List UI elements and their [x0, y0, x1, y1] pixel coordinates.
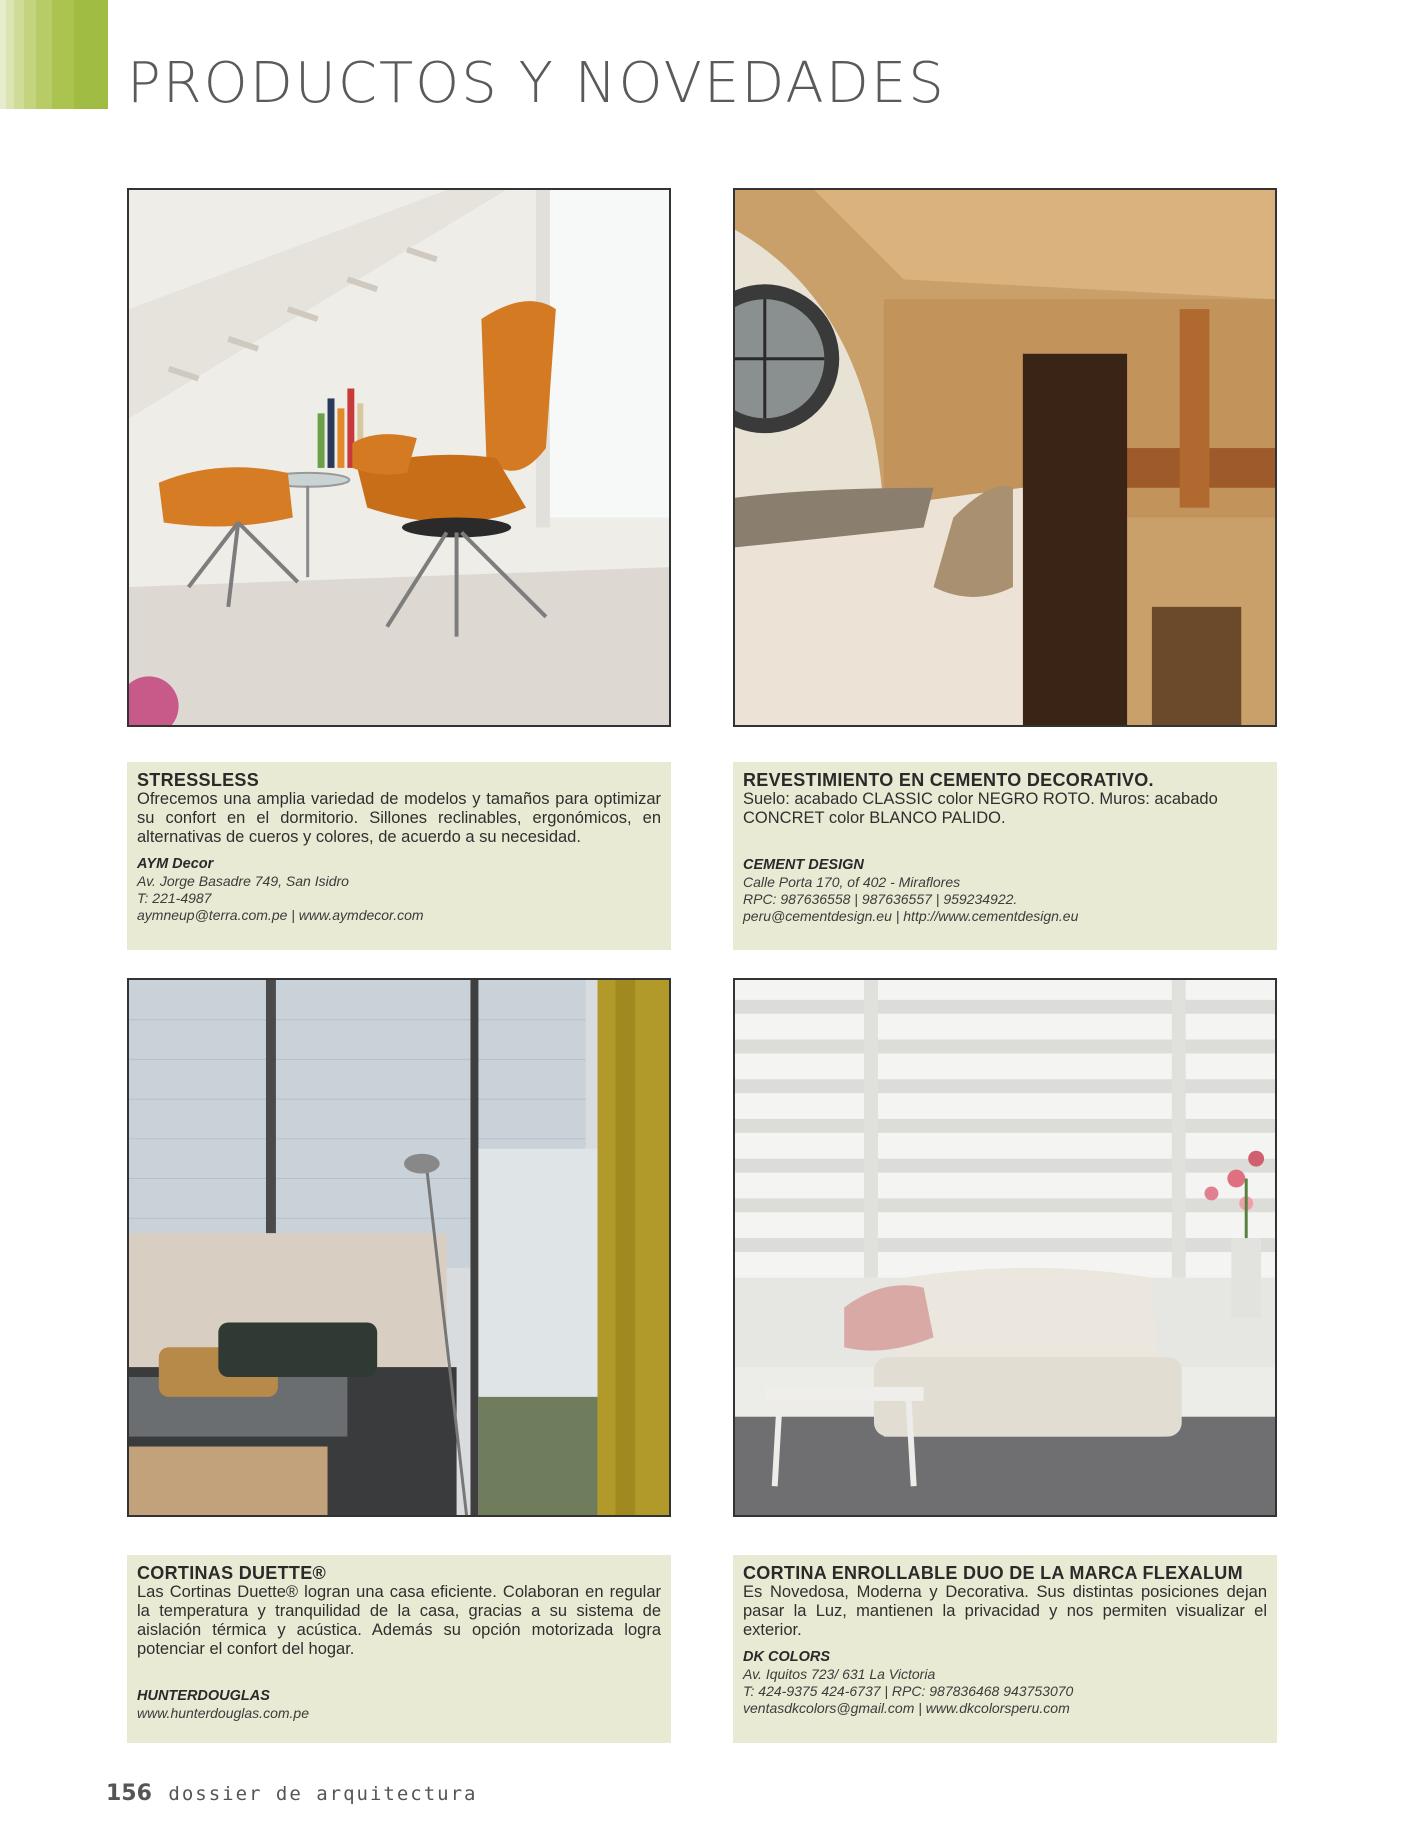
product-title: CORTINA ENROLLABLE DUO DE LA MARCA FLEXALUM — [743, 1563, 1243, 1583]
product-title: REVESTIMIENTO EN CEMENTO DECORATIVO. — [743, 770, 1154, 790]
contact-phone: T: 424-9375 424-6737 | RPC: 987836468 943753070 — [743, 1683, 1074, 1699]
product-card-duette — [127, 1555, 671, 1743]
company-name: AYM Decor — [137, 856, 214, 872]
accent-stripe — [74, 0, 108, 109]
header-accent-stripes — [0, 0, 108, 109]
contact-web: ventasdkcolors@gmail.com | www.dkcolorsperu.com — [743, 1700, 1070, 1716]
white-armchair-roller-blinds-photo — [733, 978, 1277, 1517]
contact-phone: RPC: 987636558 | 987636557 | 959234922. — [743, 891, 1018, 907]
product-card-cemento — [733, 762, 1277, 950]
product-title: STRESSLESS — [137, 770, 260, 790]
product-card-stressless — [127, 762, 671, 950]
product-description: Es Novedosa, Moderna y Decorativa. Sus distintas posiciones dejan pasar la Luz, mantienen la privacidad y nos permiten visualizar el exterior. — [743, 1583, 1267, 1639]
cement-bedroom-photo — [733, 188, 1277, 727]
contact-phone: T: 221-4987 — [137, 890, 212, 906]
accent-stripe — [6, 0, 14, 109]
accent-stripe — [36, 0, 52, 109]
page-title: PRODUCTOS Y NOVEDADES — [127, 51, 946, 116]
page-number: 156 — [106, 1781, 152, 1806]
orange-recliner-chair-photo — [127, 188, 671, 727]
product-description: Suelo: acabado CLASSIC color NEGRO ROTO. Muros: acabado CONCRET color BLANCO PALIDO. — [743, 790, 1218, 827]
contact-address: Calle Porta 170, of 402 - Miraflores — [743, 874, 961, 890]
company-name: CEMENT DESIGN — [743, 857, 864, 873]
contact-address: Av. Jorge Basadre 749, San Isidro — [137, 873, 349, 889]
product-description: Las Cortinas Duette® logran una casa eficiente. Colaboran en regular la temperatura y tranquilidad de la casa, gracias a su sistema de aislación térmica y acústica. Además su opción motorizada logra potenciar el confort del hogar. — [137, 1583, 661, 1658]
accent-stripe — [52, 0, 74, 109]
product-title: CORTINAS DUETTE® — [137, 1563, 327, 1583]
contact-address: Av. Iquitos 723/ 631 La Victoria — [743, 1666, 936, 1682]
contact-web: www.hunterdouglas.com.pe — [137, 1705, 309, 1721]
bedroom-blinds-photo — [127, 978, 671, 1517]
company-name: HUNTERDOUGLAS — [137, 1688, 270, 1704]
accent-stripe — [14, 0, 24, 109]
publication-name: dossier de arquitectura — [168, 1783, 478, 1805]
accent-stripe — [24, 0, 36, 109]
contact-web: aymneup@terra.com.pe | www.aymdecor.com — [137, 907, 424, 923]
company-name: DK COLORS — [743, 1649, 830, 1665]
product-card-flexalum — [733, 1555, 1277, 1743]
contact-web: peru@cementdesign.eu | http://www.cementdesign.eu — [743, 908, 1079, 924]
product-description: Ofrecemos una amplia variedad de modelos y tamaños para optimizar su confort en el dormitorio. Sillones reclinables, ergonómicos, en alternativas de cueros y colores, de acuerdo a su necesidad. — [137, 790, 661, 846]
page-footer — [106, 1781, 478, 1806]
